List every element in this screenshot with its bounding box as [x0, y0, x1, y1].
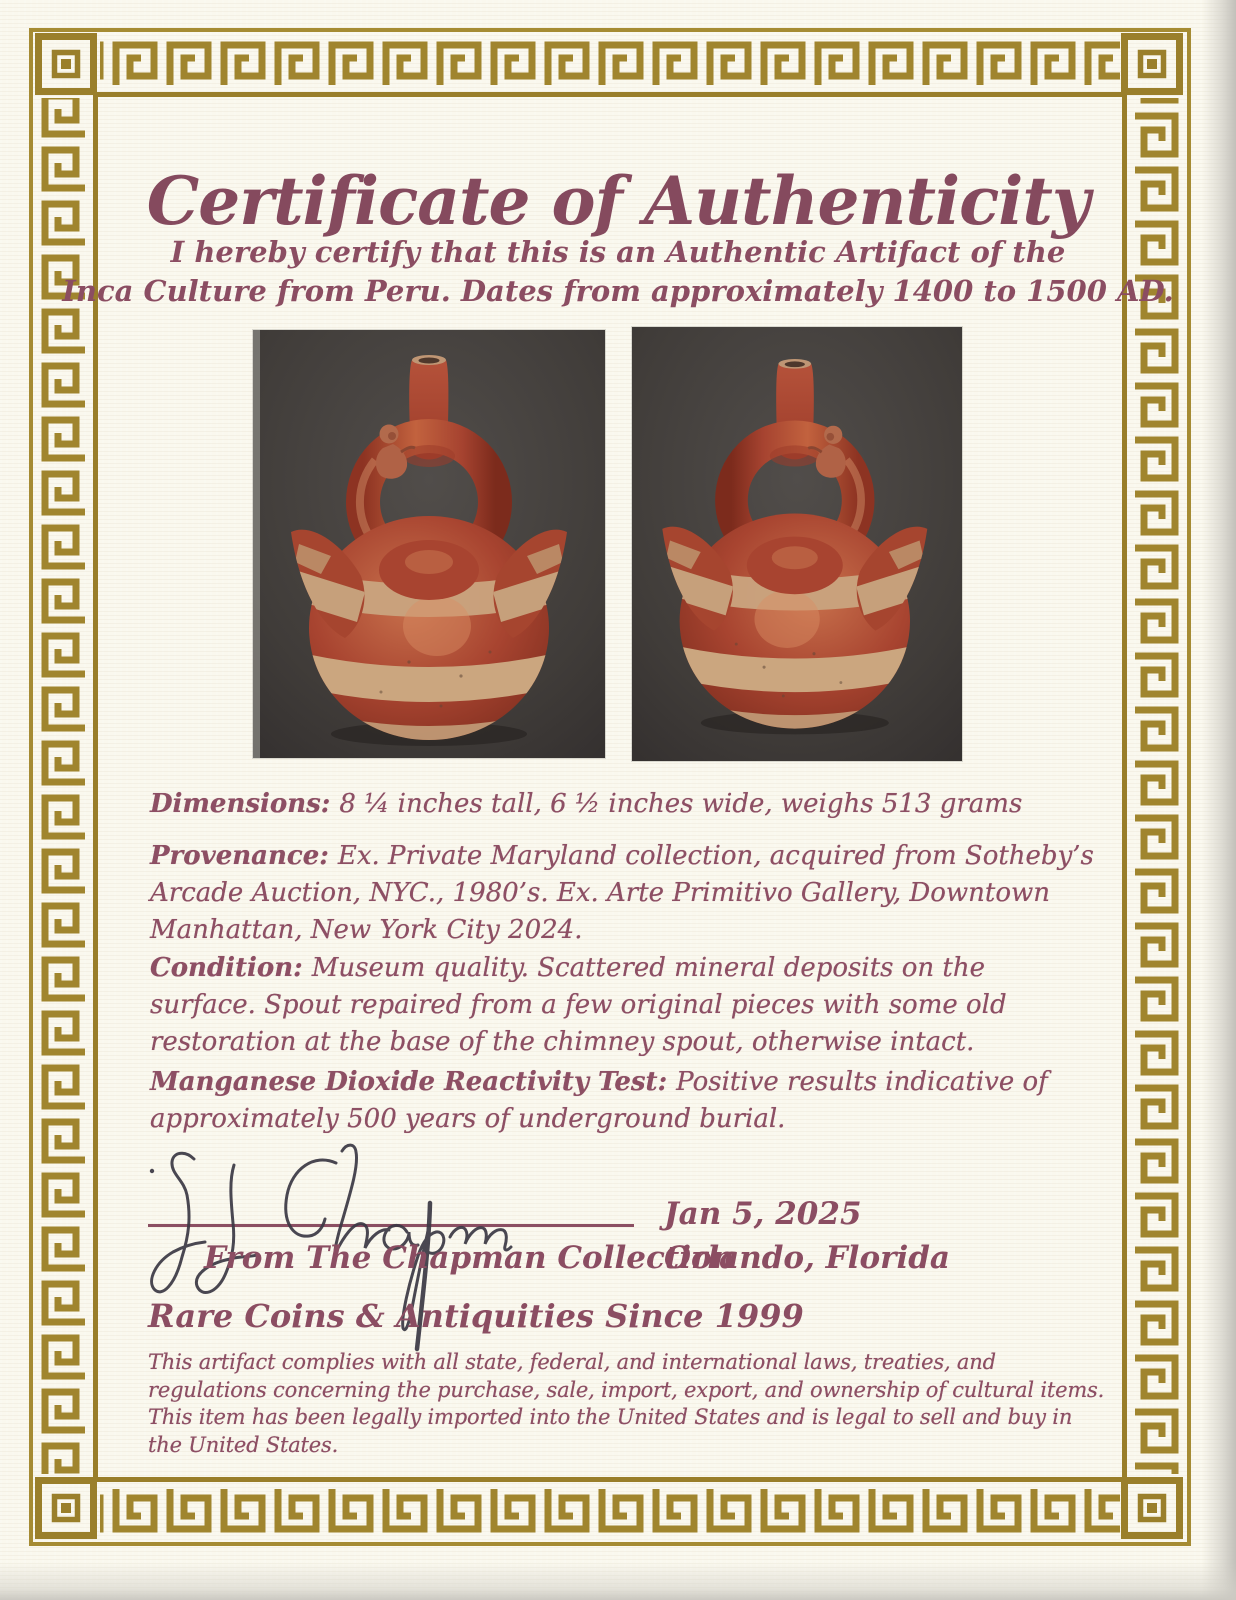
signature-date: Jan 5, 2025	[664, 1196, 862, 1232]
section-dimensions	[150, 786, 1095, 823]
scan-edge-bottom	[0, 1562, 1236, 1600]
page-title: Certificate of Authenticity	[146, 162, 1090, 241]
artifact-photo-angled	[632, 327, 962, 761]
collection-name: From The Chapman Collection	[204, 1240, 735, 1276]
section-manganese-test	[150, 1064, 1095, 1138]
artifact-photo-front	[253, 330, 605, 758]
section-provenance-label: Provenance:	[150, 841, 329, 871]
signature-location: Orlando, Florida	[664, 1240, 951, 1276]
legal-disclaimer: This artifact complies with all state, federal, and international laws, treaties, and regulations concerning the purchase, sale, import, export, and ownership of cultural items. This item has been legally imported into the United States and is legal to sell and buy in the United States.	[148, 1350, 1105, 1457]
artifact-photo-front-image	[253, 330, 605, 758]
certification-statement-line2: Inca Culture from Peru. Dates from approximately 1400 to 1500 AD.	[62, 274, 1174, 308]
section-dimensions-label: Dimensions:	[150, 789, 331, 819]
section-manganese-test-text: Positive results indicative of approximately 500 years of underground burial.	[150, 1067, 1048, 1134]
certification-statement	[0, 233, 1236, 311]
business-tagline: Rare Coins & Antiquities Since 1999	[148, 1297, 804, 1335]
artifact-photo-angled-image	[632, 327, 962, 761]
section-dimensions-text: 8 ¼ inches tall, 6 ½ inches wide, weighs 513 grams	[339, 789, 1023, 819]
section-condition-label: Condition:	[150, 953, 303, 983]
scan-edge-right	[1202, 0, 1236, 1600]
section-manganese-test-label: Manganese Dioxide Reactivity Test:	[150, 1067, 668, 1097]
section-provenance-text: Ex. Private Maryland collection, acquired from Sotheby’s Arcade Auction, NYC., 1980’s. Ex. Arte Primitivo Gallery, Downtown Manhattan, New York City 2024.	[150, 841, 1094, 945]
section-condition	[150, 950, 1095, 1061]
section-condition-text: Museum quality. Scattered mineral deposits on the surface. Spout repaired from a few original pieces with some old restoration at the base of the chimney spout, otherwise intact.	[150, 953, 1007, 1057]
certification-statement-line1: I hereby certify that this is an Authentic Artifact of the	[170, 235, 1066, 269]
section-provenance	[150, 838, 1095, 949]
